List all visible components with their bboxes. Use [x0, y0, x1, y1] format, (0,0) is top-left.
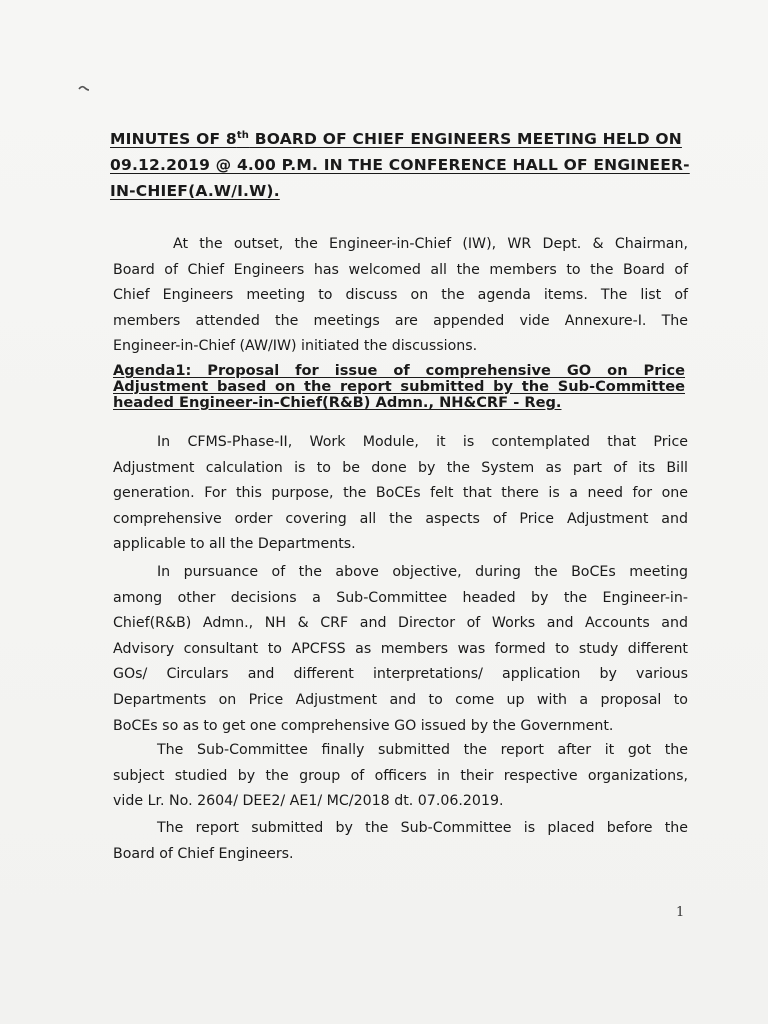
paragraph-line: The report submitted by the Sub-Committee is placed before the	[157, 820, 688, 836]
intro-line: Board of Chief Engineers has welcomed all the members to the Board of	[113, 261, 688, 278]
paragraph-line: Chief(R&B) Admn., NH & CRF and Director of Works and Accounts and	[113, 615, 688, 632]
agenda1-paragraph-4	[113, 816, 688, 867]
paragraph-line: applicable to all the Departments.	[113, 536, 356, 553]
paragraph-line: GOs/ Circulars and different interpretations/ application by various	[113, 666, 688, 683]
agenda1-heading-line: Adjustment based on the report submitted by the Sub-Committee	[113, 378, 685, 395]
intro-paragraph	[113, 232, 688, 360]
scan-mark	[78, 84, 90, 92]
paragraph-line: among other decisions a Sub-Committee headed by the Engineer-in-	[113, 589, 688, 606]
agenda1-paragraph-3	[113, 738, 688, 815]
paragraph-line: Departments on Price Adjustment and to come up with a proposal to	[113, 691, 688, 708]
paragraph-line: generation. For this purpose, the BoCEs felt that there is a need for one	[113, 485, 688, 502]
agenda1-heading	[113, 363, 685, 411]
paragraph-line: The Sub-Committee finally submitted the report after it got the	[157, 742, 688, 758]
intro-line: members attended the meetings are appended vide Annexure-I. The	[113, 312, 688, 329]
intro-line: Chief Engineers meeting to discuss on the agenda items. The list of	[113, 287, 688, 304]
paragraph-line: BoCEs so as to get one comprehensive GO issued by the Government.	[113, 717, 614, 734]
paragraph-line: comprehensive order covering all the aspects of Price Adjustment and	[113, 510, 688, 527]
title-line-2: 09.12.2019 @ 4.00 P.M. IN THE CONFERENCE HALL OF ENGINEER-	[110, 156, 690, 174]
paragraph-line: Adjustment calculation is to be done by the System as part of its Bill	[113, 459, 688, 476]
intro-line: At the outset, the Engineer-in-Chief (IW), WR Dept. & Chairman,	[173, 236, 688, 252]
agenda1-heading-line: headed Engineer-in-Chief(R&B) Admn., NH&CRF - Reg.	[113, 394, 562, 411]
agenda1-paragraph-1	[113, 430, 688, 558]
title-text-a: MINUTES OF 8	[110, 130, 237, 148]
paragraph-line: In CFMS-Phase-II, Work Module, it is contemplated that Price	[157, 434, 688, 450]
intro-line: Engineer-in-Chief (AW/IW) initiated the discussions.	[113, 338, 478, 355]
paragraph-line: Board of Chief Engineers.	[113, 845, 294, 862]
title-line-3: IN-CHIEF(A.W/I.W).	[110, 182, 280, 200]
paragraph-line: vide Lr. No. 2604/ DEE2/ AE1/ MC/2018 dt. 07.06.2019.	[113, 793, 504, 810]
paragraph-line: subject studied by the group of officers in their respective organizations,	[113, 767, 688, 784]
agenda1-paragraph-2	[113, 560, 688, 739]
document-title	[110, 126, 690, 204]
agenda1-heading-line: Agenda1: Proposal for issue of comprehensive GO on Price	[113, 362, 685, 379]
paragraph-line: In pursuance of the above objective, during the BoCEs meeting	[157, 564, 688, 580]
page-number: 1	[676, 905, 685, 920]
title-line-1	[110, 126, 690, 152]
paragraph-line: Advisory consultant to APCFSS as members was formed to study different	[113, 640, 688, 657]
title-superscript: th	[236, 129, 250, 141]
title-text-b: BOARD OF CHIEF ENGINEERS MEETING HELD ON	[249, 130, 682, 148]
